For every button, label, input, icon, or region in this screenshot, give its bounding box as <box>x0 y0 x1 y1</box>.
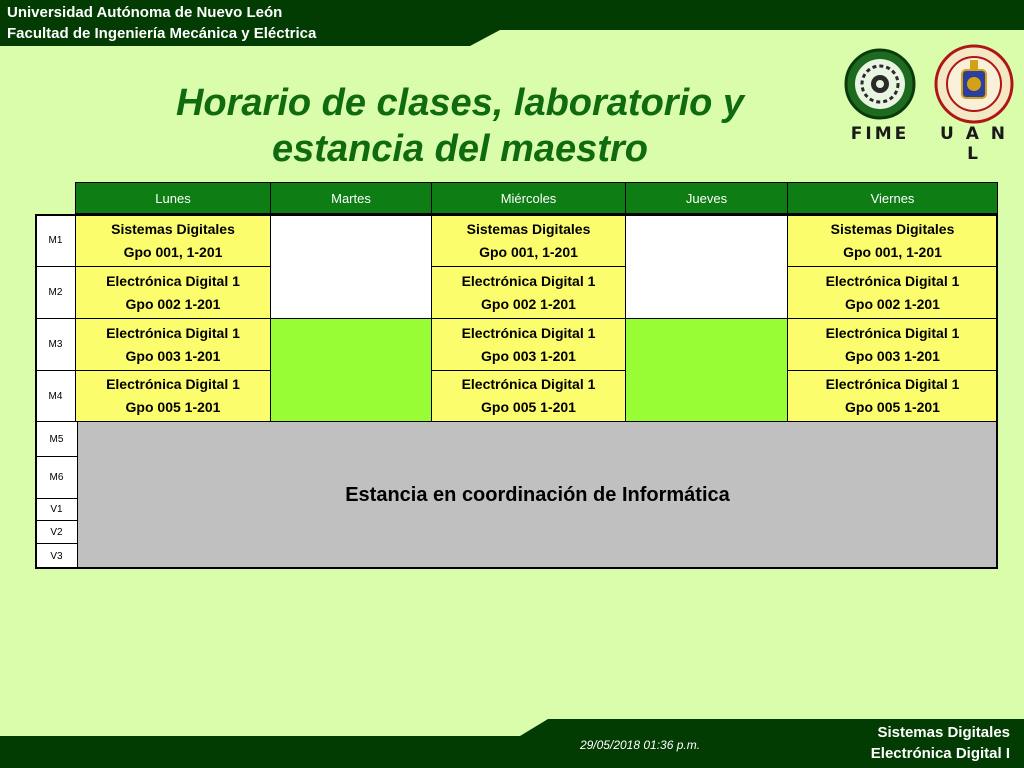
day-header-martes: Martes <box>270 182 432 214</box>
class-cell-miercoles-m4 <box>431 370 626 422</box>
class-group: Gpo 002 1-201 <box>481 295 576 312</box>
day-header-jueves: Jueves <box>625 182 788 214</box>
uanl-logo-text: U A N L <box>939 124 1009 164</box>
period-label: M1 <box>35 214 76 267</box>
class-cell-viernes-m4 <box>787 370 998 422</box>
class-name: Electrónica Digital 1 <box>106 324 240 341</box>
class-cell-viernes-m3 <box>787 318 998 371</box>
slide-title-line1: Horario de clases, laboratorio y <box>175 82 745 124</box>
free-cell-martes-m1-m2 <box>270 214 432 319</box>
class-cell-viernes-m1 <box>787 214 998 267</box>
free-cell-martes-m3-m4 <box>270 318 432 422</box>
class-name: Sistemas Digitales <box>466 220 591 237</box>
fime-logo <box>840 44 920 148</box>
period-label: V1 <box>35 498 78 521</box>
class-cell-lunes-m1 <box>75 214 271 267</box>
class-name: Electrónica Digital 1 <box>825 324 960 341</box>
class-cell-lunes-m2 <box>75 266 271 319</box>
free-cell-jueves-m3-m4 <box>625 318 788 422</box>
class-name: Electrónica Digital 1 <box>461 376 596 392</box>
day-header-lunes: Lunes <box>75 182 271 214</box>
class-group: Gpo 002 1-201 <box>125 295 221 312</box>
university-name: Universidad Autónoma de Nuevo León <box>7 4 283 21</box>
fime-seal-icon <box>840 44 920 124</box>
slide-title <box>120 80 800 172</box>
period-label: M6 <box>35 456 78 499</box>
class-cell-lunes-m3 <box>75 318 271 371</box>
footer-course-2: Electrónica Digital I <box>870 745 1010 762</box>
free-cell-jueves-m1-m2 <box>625 214 788 319</box>
faculty-name: Facultad de Ingeniería Mecánica y Eléctrica <box>7 25 317 42</box>
class-cell-viernes-m2 <box>787 266 998 319</box>
schedule-table <box>35 182 998 569</box>
period-label: V3 <box>35 543 78 569</box>
class-group: Gpo 005 1-201 <box>125 399 221 415</box>
class-group: Gpo 001, 1-201 <box>843 243 942 260</box>
class-group: Gpo 003 1-201 <box>125 347 221 364</box>
period-label: M2 <box>35 266 76 319</box>
slide-title-line2: estancia del maestro <box>272 128 648 170</box>
day-header-miercoles: Miércoles <box>431 182 626 214</box>
footer-date: 29/05/2018 01:36 p.m. <box>579 738 701 752</box>
footer-course-1: Sistemas Digitales <box>877 724 1010 741</box>
period-label: M4 <box>35 370 76 422</box>
uanl-logo <box>932 42 1016 164</box>
class-group: Gpo 001, 1-201 <box>479 243 578 260</box>
class-group: Gpo 005 1-201 <box>845 399 940 415</box>
class-name: Electrónica Digital 1 <box>461 272 596 289</box>
period-label: M3 <box>35 318 76 371</box>
class-name: Electrónica Digital 1 <box>825 272 960 289</box>
class-name: Sistemas Digitales <box>830 220 955 237</box>
period-label: M5 <box>35 421 78 457</box>
class-name: Electrónica Digital 1 <box>461 324 596 341</box>
estancia-label: Estancia en coordinación de Informática <box>345 483 730 506</box>
class-group: Gpo 002 1-201 <box>845 295 940 312</box>
period-label: V2 <box>35 520 78 544</box>
day-header-viernes: Viernes <box>787 182 998 214</box>
fime-logo-text: FIME <box>850 124 910 144</box>
class-group: Gpo 003 1-201 <box>845 347 940 364</box>
class-name: Electrónica Digital 1 <box>106 272 240 289</box>
top-banner <box>0 0 1024 46</box>
estancia-block <box>77 421 998 569</box>
class-group: Gpo 005 1-201 <box>481 399 576 415</box>
class-cell-miercoles-m1 <box>431 214 626 267</box>
uanl-seal-icon <box>932 42 1016 126</box>
class-cell-miercoles-m2 <box>431 266 626 319</box>
class-group: Gpo 001, 1-201 <box>123 243 223 260</box>
class-name: Electrónica Digital 1 <box>825 376 960 392</box>
class-name: Sistemas Digitales <box>111 220 235 237</box>
class-cell-miercoles-m3 <box>431 318 626 371</box>
class-group: Gpo 003 1-201 <box>481 347 576 364</box>
class-cell-lunes-m4 <box>75 370 271 422</box>
class-name: Electrónica Digital 1 <box>106 376 240 392</box>
